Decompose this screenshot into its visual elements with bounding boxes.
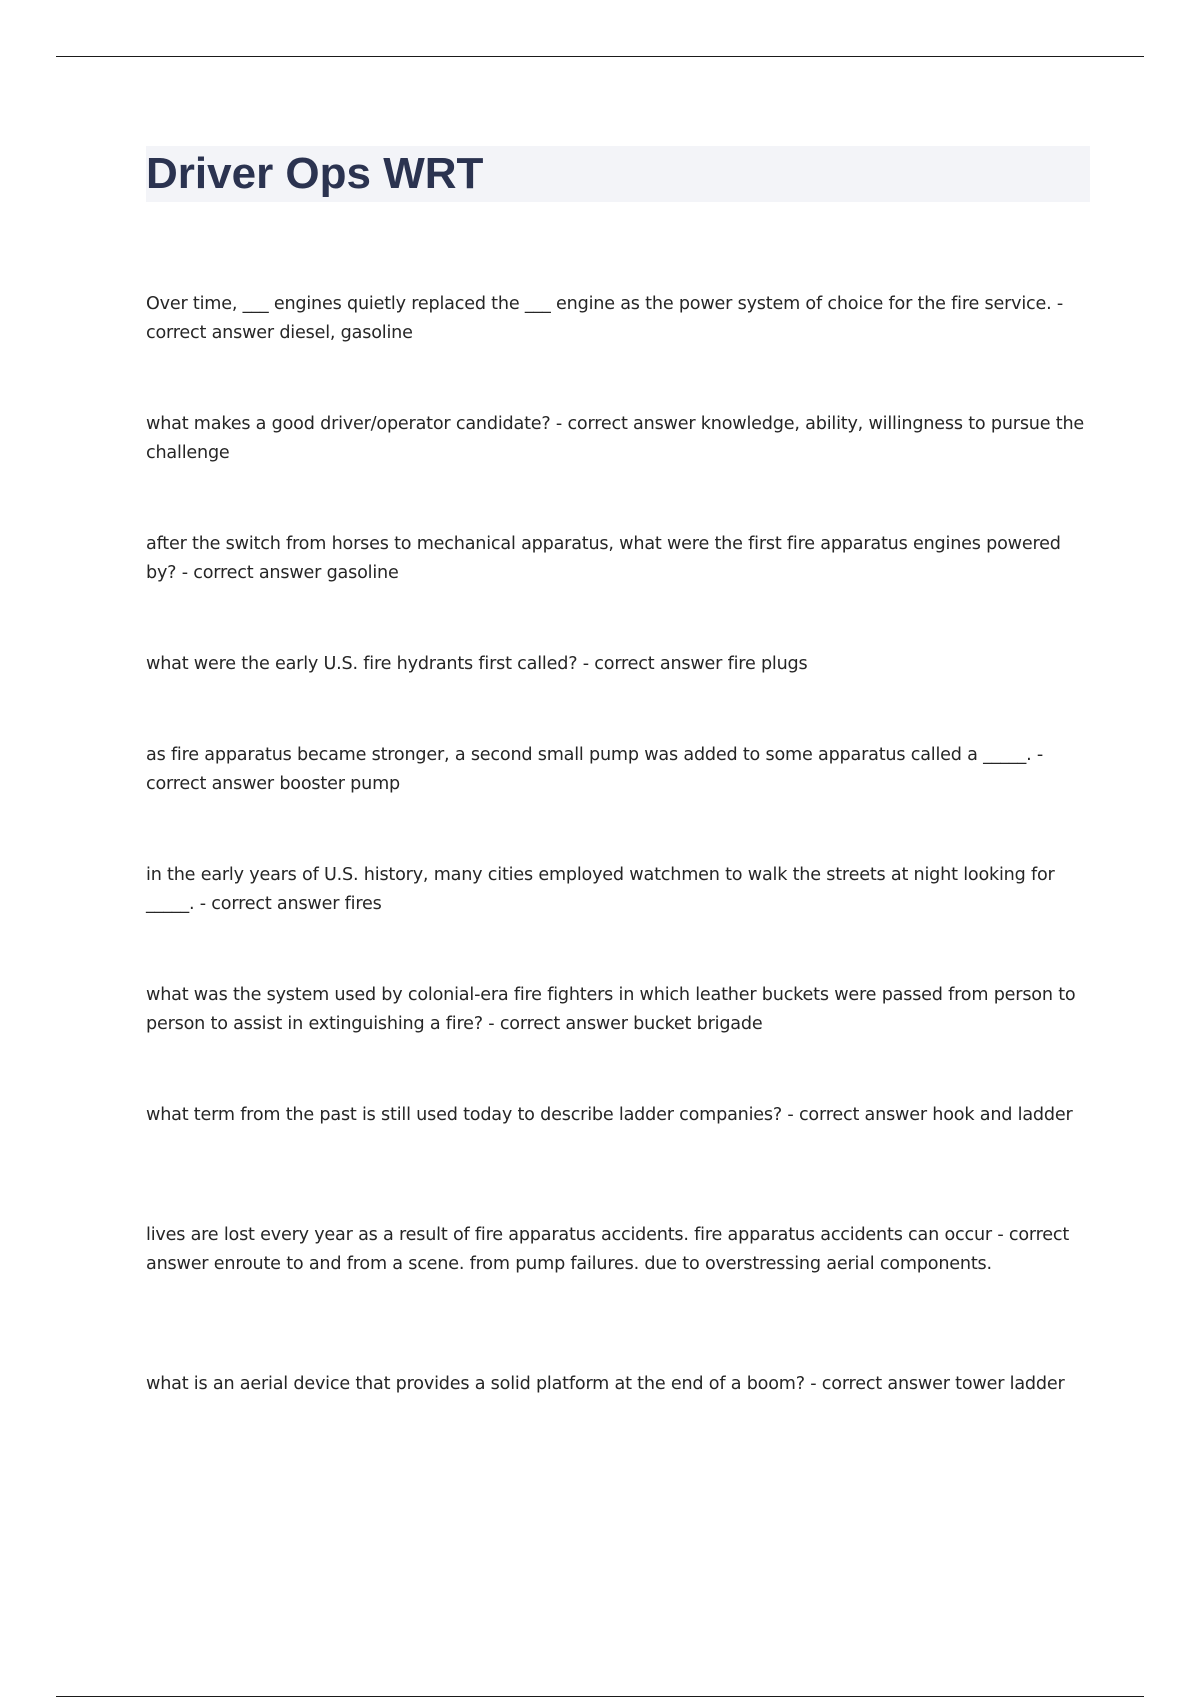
qa-item: what were the early U.S. fire hydrants first called? - correct answer fire plugs (146, 654, 808, 674)
qa-item: Over time, ___ engines quietly replaced the ___ engine as the power system of choice for the fire service. - correct answer diesel, gasoline (146, 294, 1064, 343)
page-title: Driver Ops WRT (146, 149, 484, 198)
qa-item: in the early years of U.S. history, many cities employed watchmen to walk the streets at night looking for _____. - correct answer fires (146, 865, 1055, 914)
qa-item: what makes a good driver/operator candidate? - correct answer knowledge, ability, willingness to pursue the challenge (146, 414, 1085, 463)
qa-item: as fire apparatus became stronger, a second small pump was added to some apparatus called a _____. - correct answer booster pump (146, 745, 1044, 794)
qa-list (146, 290, 1096, 1490)
header-rule (56, 56, 1144, 57)
qa-item: after the switch from horses to mechanical apparatus, what were the first fire apparatus engines powered by? - correct answer gasoline (146, 534, 1061, 583)
footer-rule (56, 1696, 1144, 1697)
qa-item: what term from the past is still used today to describe ladder companies? - correct answer hook and ladder (146, 1105, 1073, 1125)
qa-item: what was the system used by colonial-era fire fighters in which leather buckets were passed from person to person to assist in extinguishing a fire? - correct answer bucket brigade (146, 985, 1076, 1034)
qa-item: lives are lost every year as a result of fire apparatus accidents. fire apparatus accidents can occur - correct answer enroute to and from a scene. from pump failures. due to overstressing aerial components. (146, 1225, 1070, 1274)
qa-item: what is an aerial device that provides a solid platform at the end of a boom? - correct answer tower ladder (146, 1374, 1065, 1394)
